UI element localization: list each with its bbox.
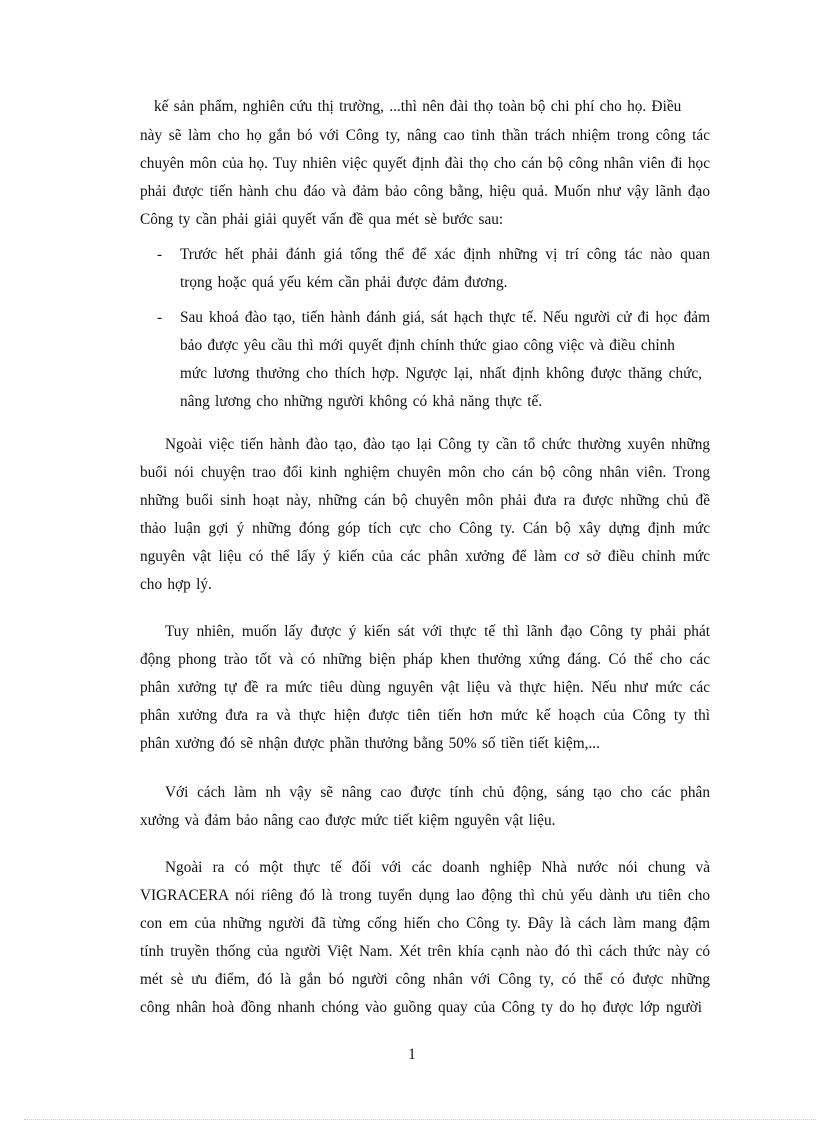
paragraph-line: Ngoài việc tiến hành đào tạo, đào tạo lại Công ty cần tổ chức thường xuyên những: [165, 436, 710, 453]
paragraph-line: Tuy nhiên, muốn lấy được ý kiến sát với thực tế thì lãnh đạo Công ty phải phát: [165, 623, 710, 640]
paragraph-line: Công ty cần phải giải quyết vấn đề qua mét sè bước sau:: [140, 211, 504, 228]
paragraph-line: mét sè ưu điểm, đó là gắn bó người công nhân với Công ty, có thể có được những: [140, 971, 710, 988]
paragraph-line: những buổi sinh hoạt này, những cán bộ chuyên môn phải đưa ra được những chủ đề: [140, 492, 710, 509]
bullet-line: trọng hoặc quá yếu kém cần phải được đảm đương.: [180, 274, 508, 291]
paragraph-line: phân xưởng đó sẽ nhận được phần thưởng bằng 50% số tiền tiết kiệm,...: [140, 735, 600, 752]
paragraph-line: này sẽ làm cho họ gắn bó với Công ty, nâng cao tinh thần trách nhiệm trong công tác: [140, 127, 710, 144]
bullet-line: bảo được yêu cầu thì mới quyết định chính thức giao công việc và điều chỉnh: [180, 337, 675, 354]
page-number: 1: [408, 1046, 416, 1063]
paragraph-line: Với cách làm nh vậy sẽ nâng cao được tính chủ động, sáng tạo cho các phân: [165, 784, 710, 801]
paragraph-line: buổi nói chuyện trao đổi kinh nghiệm chuyên môn cho cán bộ công nhân viên. Trong: [140, 464, 710, 481]
paragraph-line: phân xưởng đưa ra và thực hiện được tiên tiến hơn mức kế hoạch của Công ty thì: [140, 707, 710, 724]
page-bottom-divider: [24, 1119, 816, 1120]
bullet-marker: -: [157, 309, 163, 326]
paragraph-line: con em của những người đã từng cống hiến cho Công ty. Đây là cách làm mang đậm: [140, 915, 710, 932]
paragraph-line: tính truyền thống của người Việt Nam. Xét trên khía cạnh nào đó thì cách thức này có: [140, 943, 710, 960]
paragraph-line: chuyên môn của họ. Tuy nhiên việc quyết định đài thọ cho cán bộ công nhân viên đi học: [140, 155, 710, 172]
bullet-line: Sau khoá đào tạo, tiến hành đánh giá, sát hạch thực tế. Nếu người cử đi học đảm: [180, 309, 710, 326]
paragraph-line: nguyên vật liệu có thể lấy ý kiến của các phân xưởng để làm cơ sở điều chỉnh mức: [140, 548, 710, 565]
bullet-line: Trước hết phải đánh giá tổng thể để xác định những vị trí công tác nào quan: [180, 246, 710, 263]
paragraph-line: công nhân hoà đồng nhanh chóng vào guồng quay của Công ty do họ được lớp người: [140, 999, 702, 1016]
bullet-line: mức lương thưởng cho thích hợp. Ngược lại, nhất định không được thăng chức,: [180, 365, 702, 382]
paragraph-line: Ngoài ra có một thực tế đối với các doanh nghiệp Nhà nước nói chung và: [165, 859, 710, 876]
paragraph-line: cho hợp lý.: [140, 576, 212, 593]
bullet-line: nâng lương cho những người không có khả năng thực tế.: [180, 393, 543, 410]
paragraph-line: thảo luận gợi ý những đóng góp tích cực cho Công ty. Cán bộ xây dựng định mức: [140, 520, 710, 537]
paragraph-line: VIGRACERA nói riêng đó là trong tuyển dụng lao động thì chủ yếu dành ưu tiên cho: [140, 887, 710, 904]
paragraph-line: xưởng và đảm bảo nâng cao được mức tiết kiệm nguyên vật liệu.: [140, 812, 556, 829]
bullet-marker: -: [157, 246, 163, 263]
paragraph-line: động phong trào tốt và có những biện pháp khen thưởng xứng đáng. Có thể cho các: [140, 651, 710, 668]
paragraph-line: phải được tiến hành chu đáo và đảm bảo công bằng, hiệu quả. Muốn như vậy lãnh đạo: [140, 183, 710, 200]
paragraph-line: kế sản phẩm, nghiên cứu thị trường, ...thì nên đài thọ toàn bộ chi phí cho họ. Điều: [154, 98, 682, 115]
paragraph-line: phân xưởng tự đề ra mức tiêu dùng nguyên vật liệu và thực hiện. Nếu như mức các: [140, 679, 710, 696]
